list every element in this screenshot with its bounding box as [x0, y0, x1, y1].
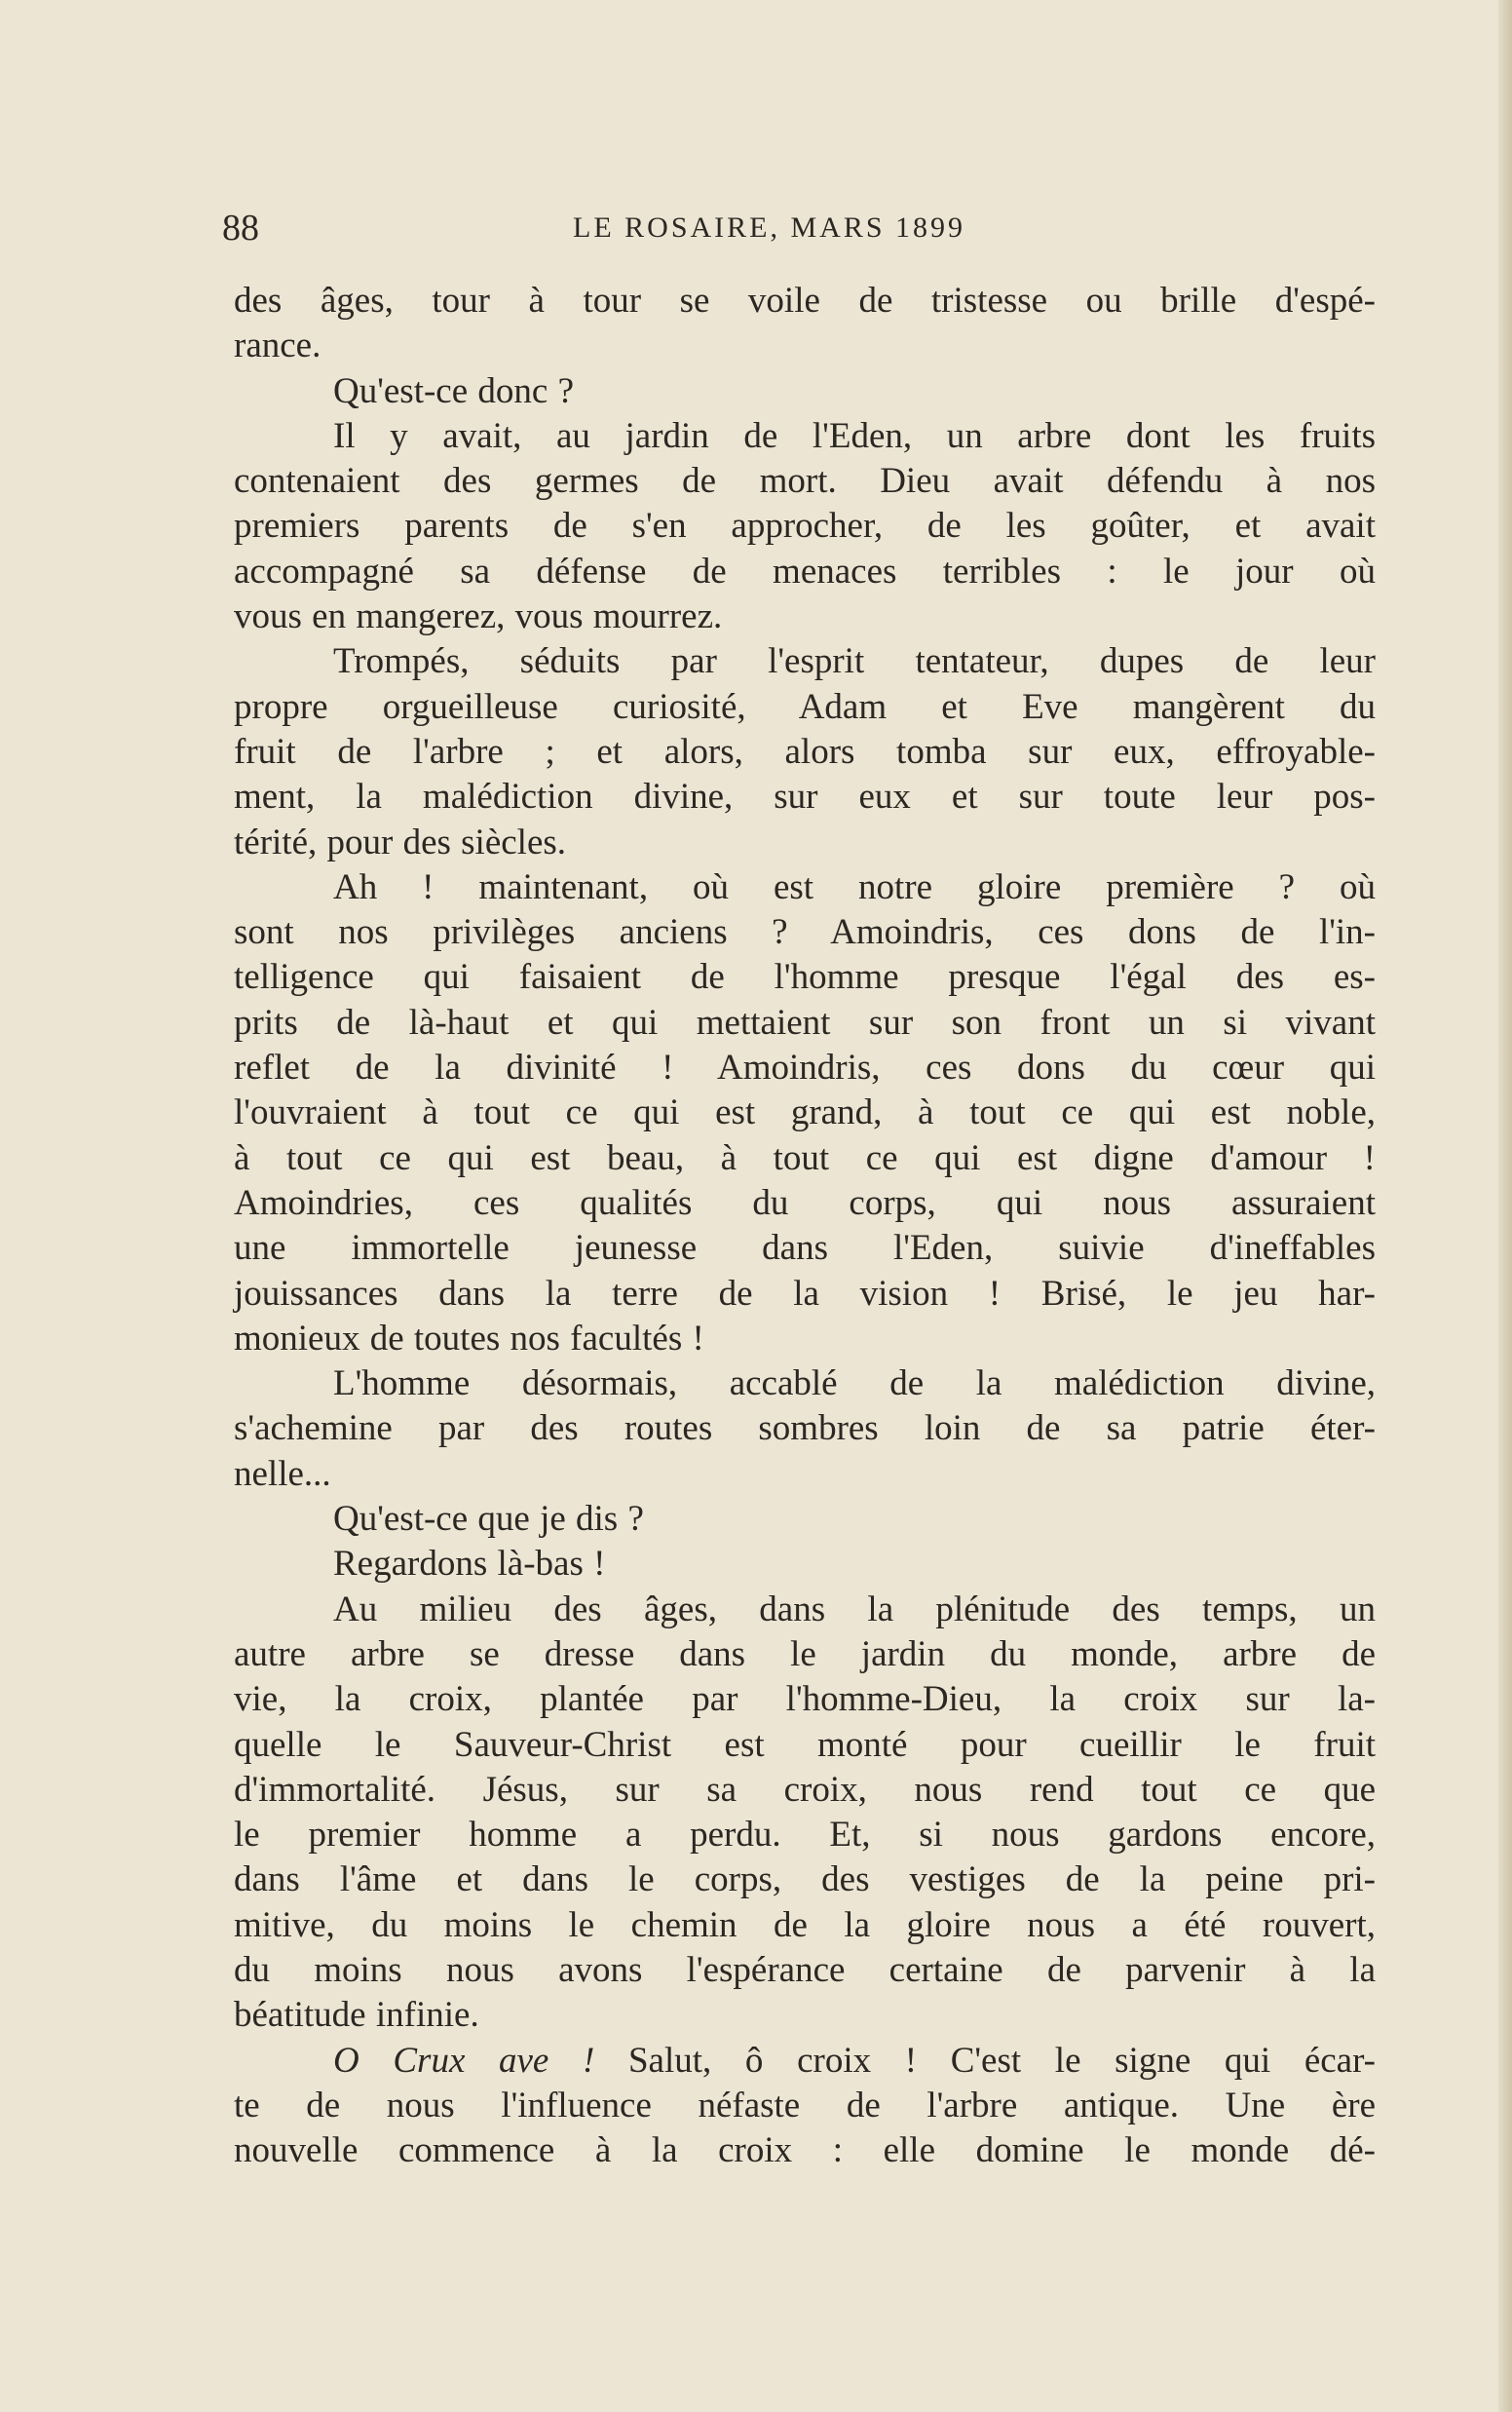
text-line: fruit de l'arbre ; et alors, alors tomba sur eux, effroyable-: [234, 731, 1376, 772]
text-line: [234, 2039, 1376, 2084]
text-line: Qu'est-ce donc ?: [333, 370, 574, 411]
text-line: autre arbre se dresse dans le jardin du monde, arbre de: [234, 1633, 1376, 1674]
text-line: d'immortalité. Jésus, sur sa croix, nous rend tout ce que: [234, 1769, 1376, 1810]
text-line: Qu'est-ce que je dis ?: [333, 1499, 644, 1540]
text-line: à tout ce qui est beau, à tout ce qui est digne d'amour !: [234, 1137, 1376, 1178]
text-line: sont nos privilèges anciens ? Amoindris, ces dons de l'in-: [234, 912, 1376, 953]
text-line: accompagné sa défense de menaces terribles : le jour où: [234, 551, 1376, 592]
text-line: Trompés, séduits par l'esprit tentateur, dupes de leur: [333, 641, 1376, 682]
text-line: prits de là-haut et qui mettaient sur son front un si vivant: [234, 1002, 1376, 1043]
text-line: Au milieu des âges, dans la plénitude des temps, un: [333, 1589, 1376, 1629]
text-line: ment, la malédiction divine, sur eux et sur toute leur pos-: [234, 777, 1376, 818]
text-line: le premier homme a perdu. Et, si nous gardons encore,: [234, 1815, 1376, 1856]
text-line: propre orgueilleuse curiosité, Adam et Eve mangèrent du: [234, 686, 1376, 727]
text-line: rance.: [234, 325, 321, 366]
text-line: jouissances dans la terre de la vision ! Brisé, le jeu har-: [234, 1273, 1376, 1314]
text-line: s'achemine par des routes sombres loin de sa patrie éter-: [234, 1408, 1376, 1449]
text-line: nouvelle commence à la croix : elle domine le monde dé-: [234, 2130, 1376, 2171]
text-line: telligence qui faisaient de l'homme presque l'égal des es-: [234, 957, 1376, 998]
page-edge: [1498, 0, 1512, 2412]
latin-phrase: O Crux ave !: [333, 2040, 595, 2081]
text-line: une immortelle jeunesse dans l'Eden, suivie d'ineffables: [234, 1228, 1376, 1269]
text-line: Ah ! maintenant, où est notre gloire première ? où: [333, 866, 1376, 907]
text-line: Il y avait, au jardin de l'Eden, un arbre dont les fruits: [333, 415, 1376, 456]
text-line-rest: Salut, ô croix ! C'est le signe qui écar-: [594, 2040, 1376, 2081]
text-line: des âges, tour à tour se voile de tristesse ou brille d'espé-: [234, 281, 1376, 321]
text-line: reflet de la divinité ! Amoindris, ces dons du cœur qui: [234, 1048, 1376, 1089]
text-line: Regardons là-bas !: [333, 1544, 606, 1585]
text-line: monieux de toutes nos facultés !: [234, 1318, 704, 1359]
text-line: vie, la croix, plantée par l'homme-Dieu, la croix sur la-: [234, 1679, 1376, 1720]
text-line: mitive, du moins le chemin de la gloire nous a été rouvert,: [234, 1904, 1376, 1945]
text-line: dans l'âme et dans le corps, des vestiges de la peine pri-: [234, 1859, 1376, 1900]
text-line: contenaient des germes de mort. Dieu avait défendu à nos: [234, 461, 1376, 502]
text-line: L'homme désormais, accablé de la malédiction divine,: [333, 1363, 1376, 1404]
text-line: nelle...: [234, 1453, 331, 1494]
text-line: Amoindries, ces qualités du corps, qui nous assuraient: [234, 1182, 1376, 1223]
journal-title: LE ROSAIRE, MARS 1899: [573, 211, 966, 244]
text-line: térité, pour des siècles.: [234, 822, 567, 862]
text-line: vous en mangerez, vous mourrez.: [234, 596, 723, 637]
text-line: l'ouvraient à tout ce qui est grand, à tout ce qui est noble,: [234, 1092, 1376, 1133]
page-number: 88: [222, 208, 259, 249]
text-line: du moins nous avons l'espérance certaine de parvenir à la: [234, 1949, 1376, 1990]
text-line: béatitude infinie.: [234, 1995, 479, 2036]
body-text: [234, 279, 1376, 2173]
running-head: [222, 203, 1050, 253]
text-line: quelle le Sauveur-Christ est monté pour cueillir le fruit: [234, 1724, 1376, 1765]
text-line: premiers parents de s'en approcher, de les goûter, et avait: [234, 506, 1376, 547]
text-line: te de nous l'influence néfaste de l'arbre antique. Une ère: [234, 2085, 1376, 2125]
